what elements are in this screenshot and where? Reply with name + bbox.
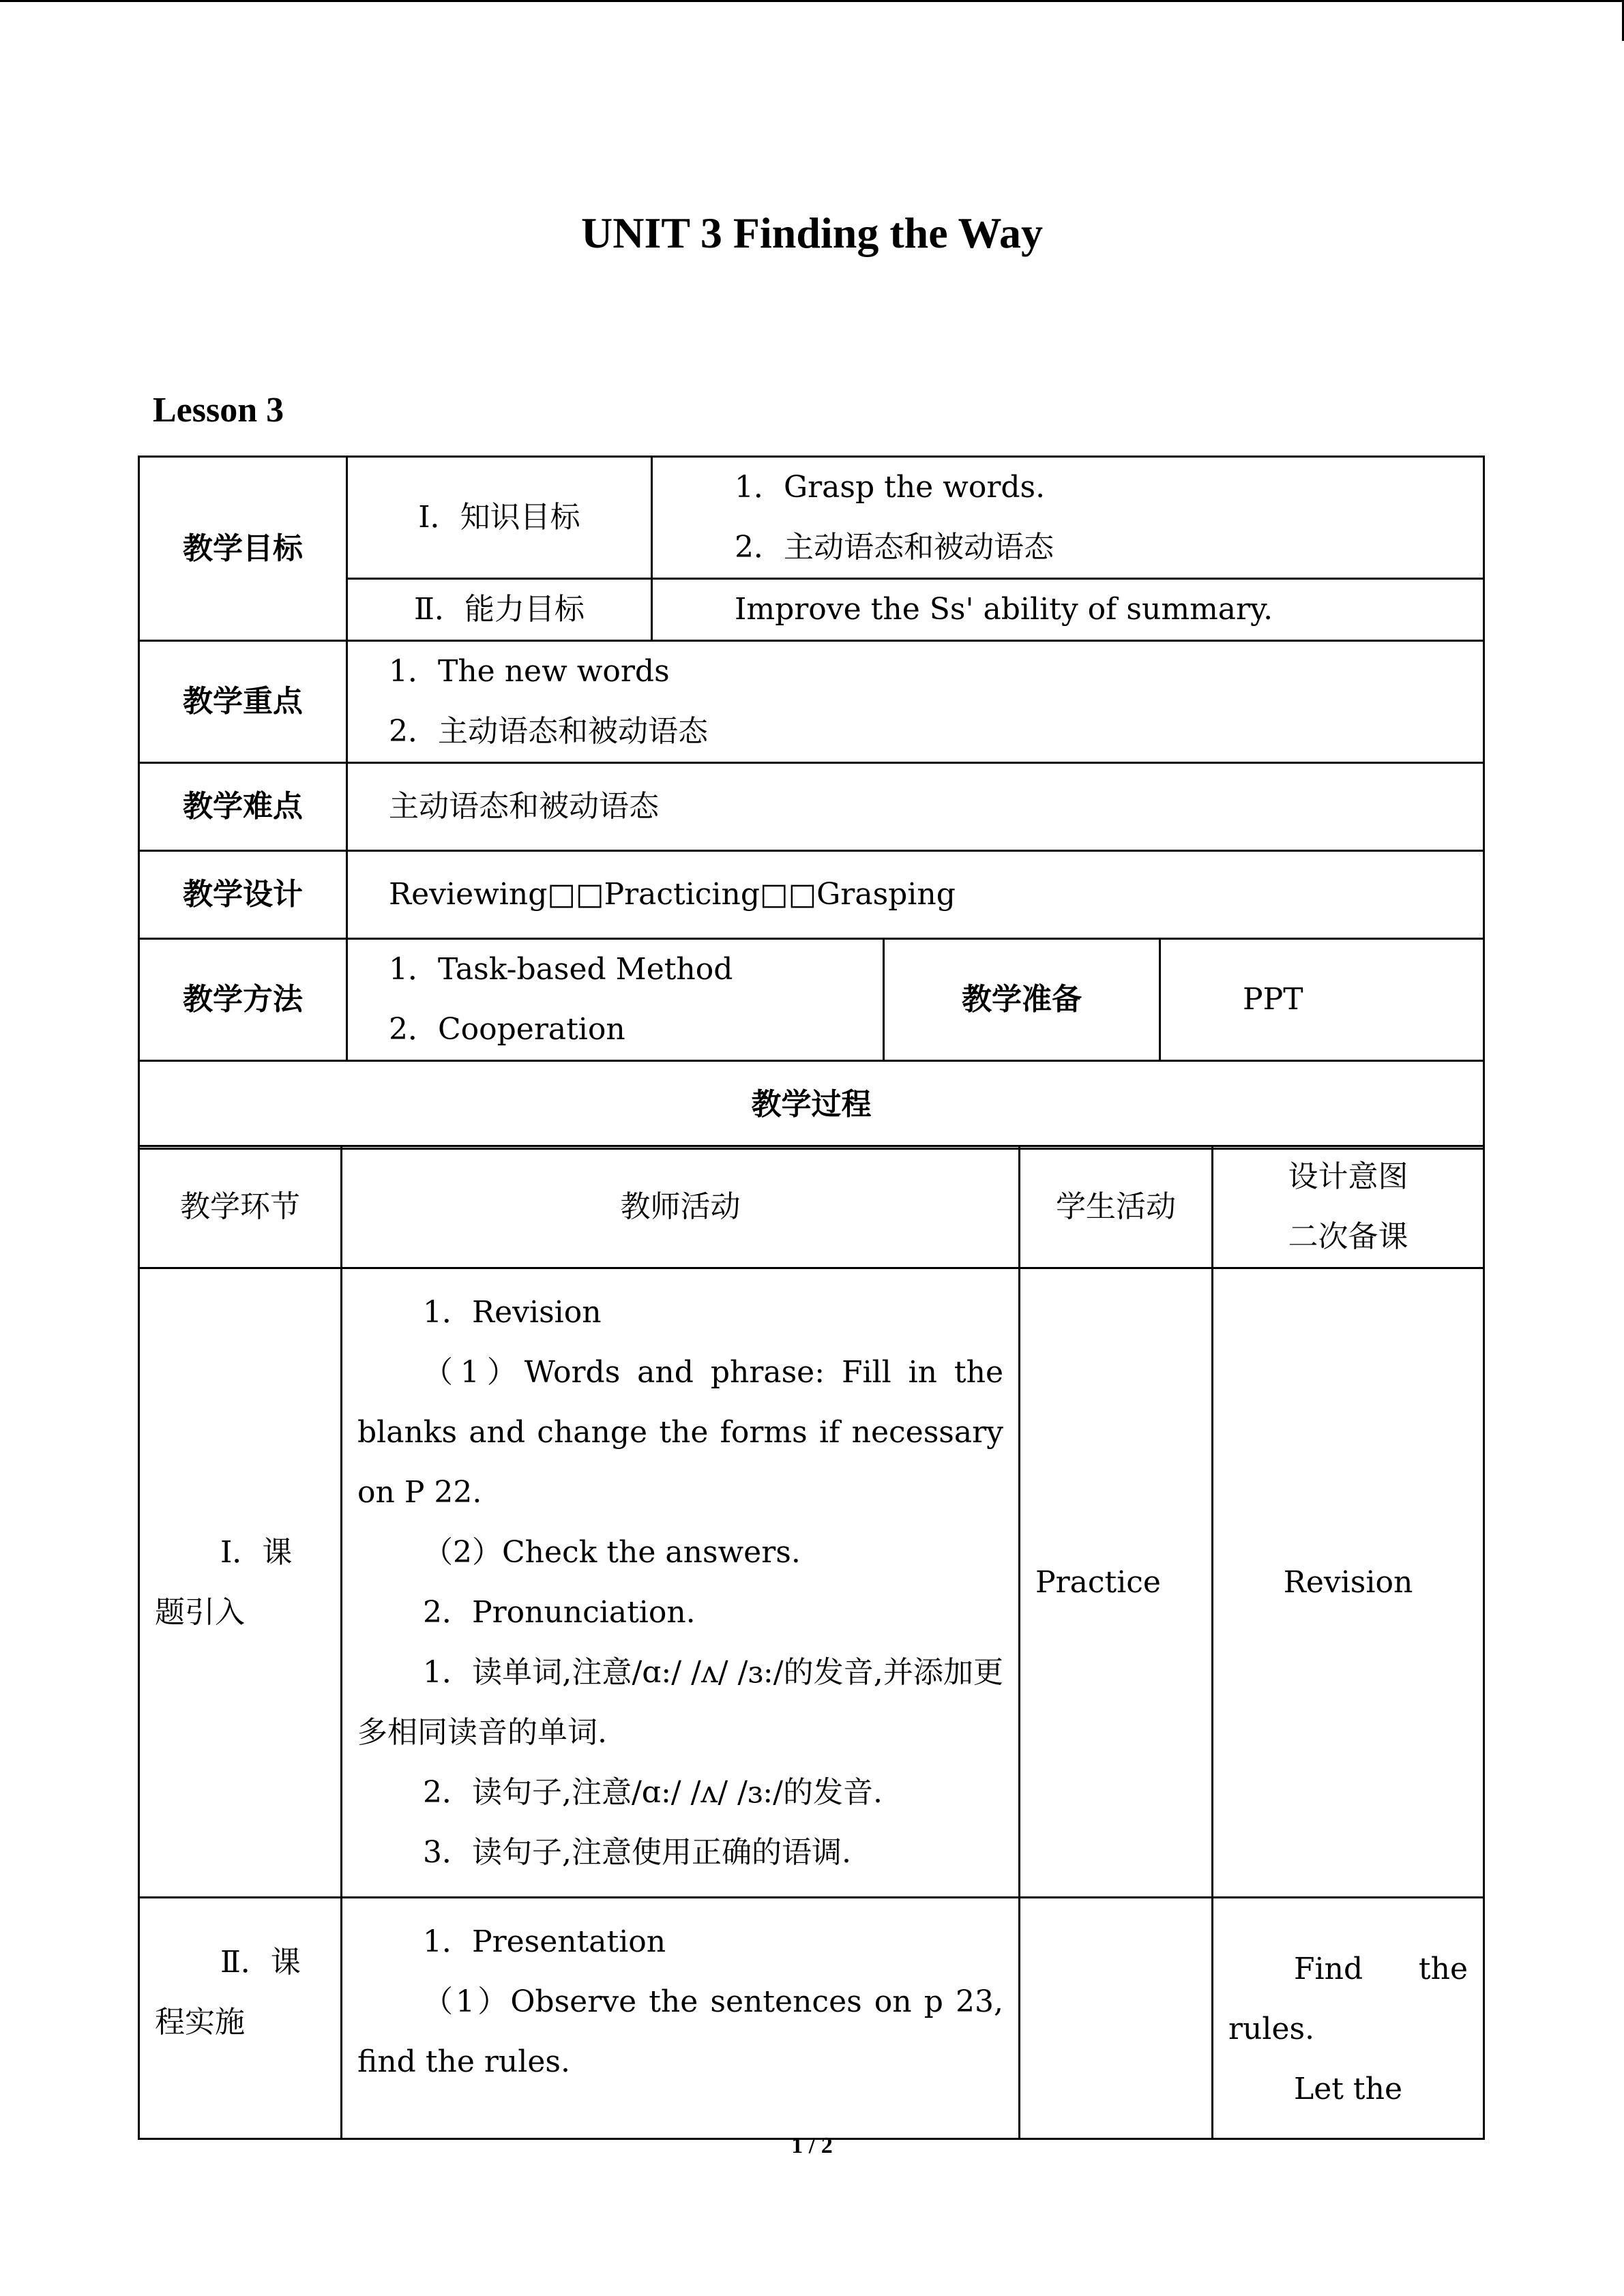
teacher-activity-header: 教师活动 (342, 1146, 1020, 1268)
design-intent-text: Let the (1294, 2072, 1402, 2106)
key-points-items (347, 641, 1484, 763)
page-top-border (0, 0, 1624, 2)
design-intent-header (1213, 1146, 1484, 1268)
design-intent-text: Find the rules. (1228, 1952, 1468, 2046)
method-item: 1．Task-based Method (389, 952, 733, 987)
design-label: 教学设计 (139, 851, 347, 939)
key-points-label: 教学重点 (139, 641, 347, 763)
stage-name-cont: 程实施 (155, 2005, 245, 2040)
ability-objective-label: Ⅱ．能力目标 (347, 579, 652, 641)
lesson-heading: Lesson 3 (153, 391, 284, 430)
teacher-step: 1．Revision (423, 1295, 602, 1330)
process-title: 教学过程 (139, 1061, 1484, 1149)
page-title: UNIT 3 Finding the Way (581, 209, 1043, 257)
knowledge-objective-items (652, 457, 1484, 579)
stage-name-cont: 题引入 (155, 1595, 245, 1630)
difficulties-text: 主动语态和被动语态 (347, 763, 1484, 851)
methods-label: 教学方法 (139, 939, 347, 1061)
stage-cell (139, 1268, 342, 1898)
table-row (139, 1268, 1484, 1898)
teacher-step: 2．读句子,注意/ɑ:/ /ʌ/ /ɜ:/的发音. (423, 1775, 883, 1810)
teacher-step: 2．Pronunciation. (423, 1595, 696, 1630)
teacher-step: 1．读单词,注意/ɑ:/ /ʌ/ /ɜ:/的发音,并添加更多相同读音的单词. (357, 1655, 1003, 1750)
stage-name: Ⅰ．课 (220, 1535, 293, 1570)
knowledge-item: 2．主动语态和被动语态 (735, 530, 1054, 565)
objectives-label: 教学目标 (139, 457, 347, 641)
teacher-step: （1）Observe the sentences on p 23, find the rules. (357, 1984, 1003, 2079)
teacher-activity-cell (342, 1268, 1020, 1898)
lesson-info-table (138, 456, 1485, 1150)
knowledge-item: 1．Grasp the words. (735, 470, 1046, 505)
stage-cell (139, 1898, 342, 2139)
teacher-step: 1．Presentation (423, 1924, 666, 1959)
key-point-item: 1．The new words (389, 654, 670, 689)
process-table (138, 1145, 1485, 2140)
second-preparation-label: 二次备课 (1288, 1219, 1408, 1254)
design-intent-label: 设计意图 (1288, 1159, 1408, 1194)
teacher-step: 3．读句子,注意使用正确的语调. (423, 1835, 851, 1870)
design-intent-cell: Revision (1213, 1268, 1484, 1898)
teacher-step: （1）Words and phrase: Fill in the blanks and change the forms if necessary on P 22. (357, 1355, 1003, 1510)
teacher-step: （2）Check the answers. (423, 1535, 801, 1570)
student-activity-cell: Practice (1020, 1268, 1213, 1898)
knowledge-objective-label: Ⅰ．知识目标 (347, 457, 652, 579)
student-activity-header: 学生活动 (1020, 1146, 1213, 1268)
key-point-item: 2．主动语态和被动语态 (389, 714, 708, 749)
design-intent-cell (1213, 1898, 1484, 2139)
teacher-activity-cell (342, 1898, 1020, 2139)
table-row (139, 1898, 1484, 2139)
difficulties-label: 教学难点 (139, 763, 347, 851)
stage-header: 教学环节 (139, 1146, 342, 1268)
ability-objective-text: Improve the Ss' ability of summary. (652, 579, 1484, 641)
method-item: 2．Cooperation (389, 1012, 625, 1047)
preparation-label: 教学准备 (884, 939, 1160, 1061)
student-activity-cell (1020, 1898, 1213, 2139)
methods-items (347, 939, 884, 1061)
stage-name: Ⅱ．课 (220, 1945, 301, 1980)
preparation-value: PPT (1160, 939, 1484, 1061)
design-text: Reviewing□□Practicing□□Grasping (347, 851, 1484, 939)
page-number: 1 / 2 (791, 2133, 833, 2158)
